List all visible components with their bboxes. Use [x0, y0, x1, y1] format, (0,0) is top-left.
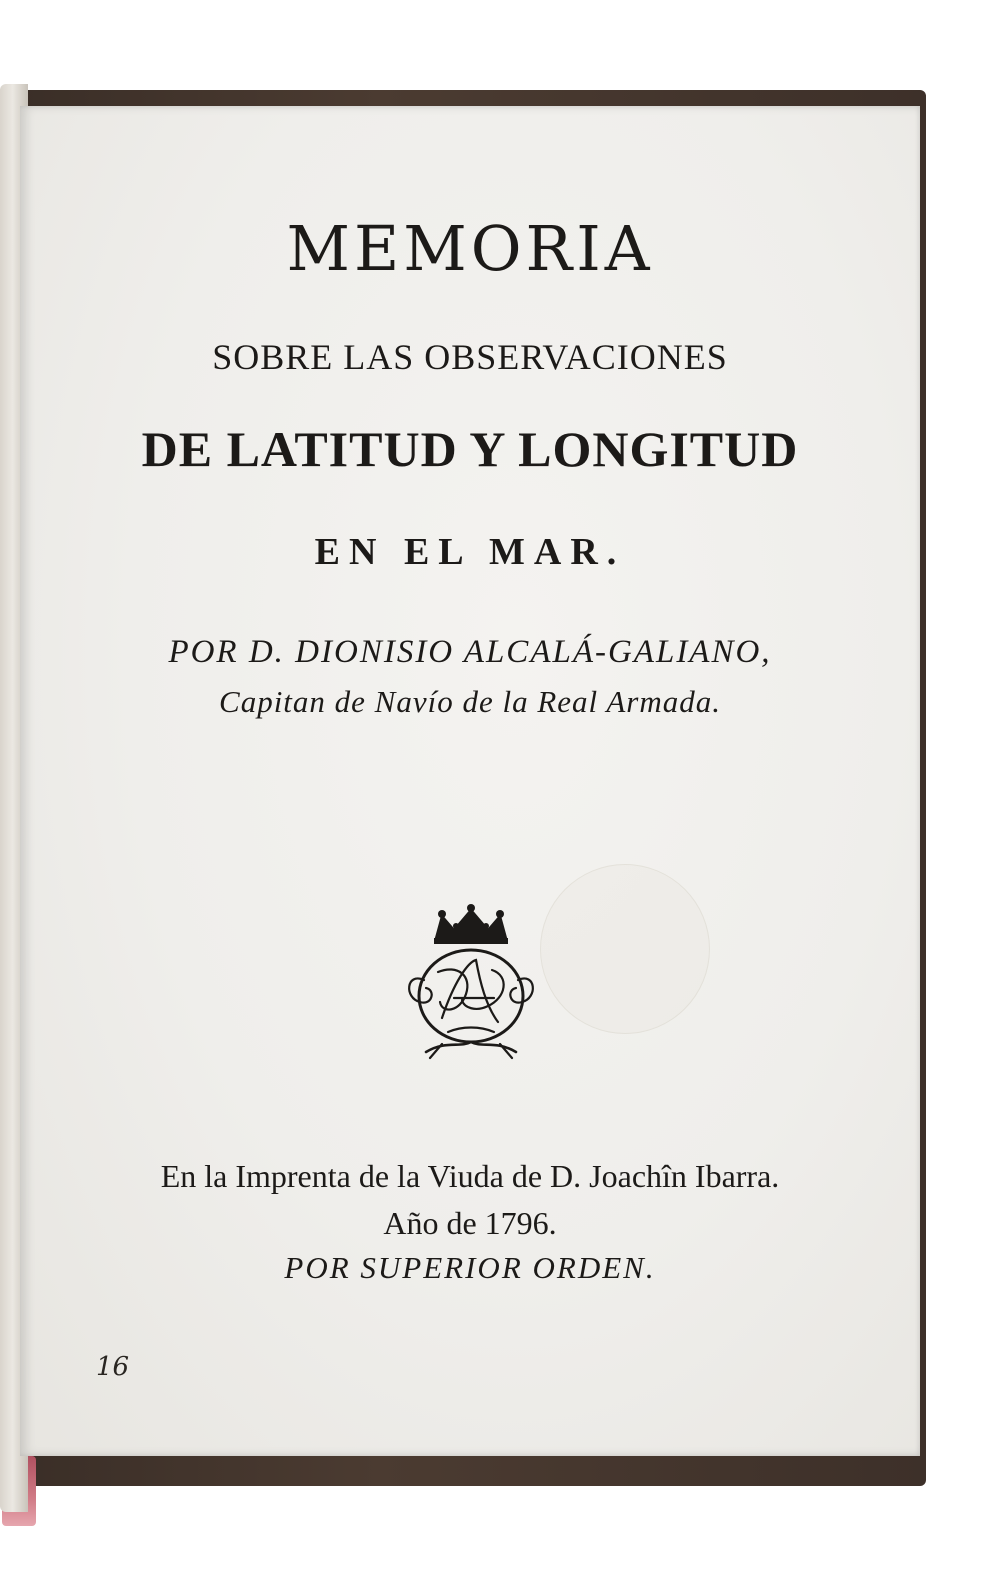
author-line: POR D. DIONISIO ALCALÁ-GALIANO, [168, 634, 772, 670]
handwritten-number: 16 [96, 1352, 130, 1382]
crowned-monogram-icon [402, 902, 540, 1062]
subtitle-line-2: DE LATITUD Y LONGITUD [141, 421, 799, 477]
order-line: POR SUPERIOR ORDEN. [284, 1250, 656, 1285]
publication-year: Año de 1796. [383, 1205, 557, 1241]
paper-stain [540, 864, 710, 1034]
author-rank: Capitan de Navío de la Real Armada. [219, 684, 721, 719]
subtitle-line-3: EN EL MAR. [314, 531, 626, 573]
imprint-line: En la Imprenta de la Viuda de D. Joachîn Ibarra. [160, 1158, 780, 1194]
page-title: MEMORIA [286, 212, 654, 285]
subtitle-line-1: SOBRE LAS OBSERVACIONES [212, 337, 728, 377]
